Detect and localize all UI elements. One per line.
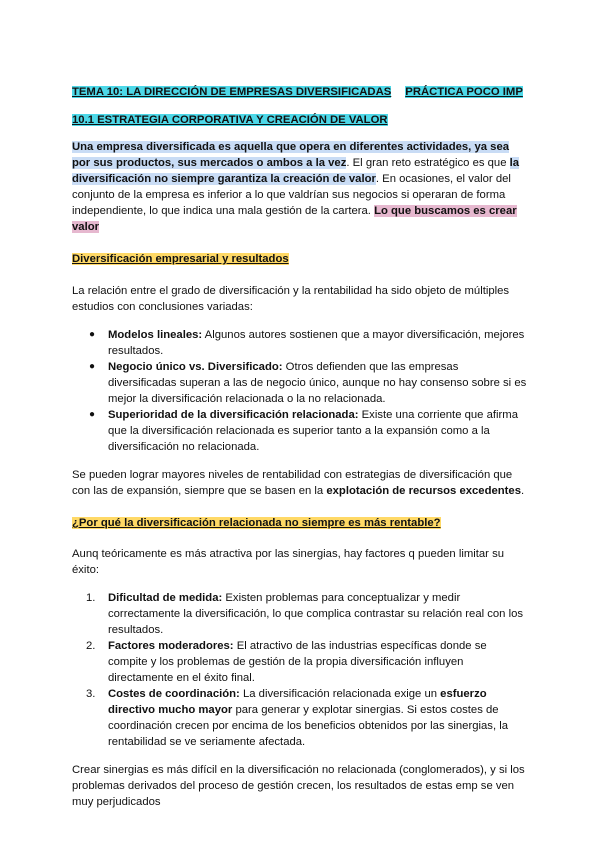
title-left: TEMA 10: LA DIRECCIÓN DE EMPRESAS DIVERSIFICADAS xyxy=(72,86,392,98)
numbered-term: Dificultad de medida: xyxy=(108,592,223,604)
numbered-text: para generar y explotar sinergias. Si estos costes de coordinación crecen por encima de los beneficios obtenidos por las sinergias, la rentabilidad se ve seriamente afectada. xyxy=(108,704,509,748)
paragraph-relation: La relación entre el grado de diversificación y la rentabilidad ha sido objeto de múltiples estudios con conclusiones variadas: xyxy=(72,285,510,313)
list-item xyxy=(89,327,528,359)
paragraph-closing: Crear sinergias es más difícil en la diversificación no relacionada (conglomerados), y si los problemas derivados del proceso de gestión crecen, los resultados de estas emp se ven muy perjudicados xyxy=(72,764,525,808)
list-item xyxy=(86,590,528,638)
numbered-text: Existen problemas para conceptualizar y medir correctamente la diversificación, lo que complica contrastar su relación real con los resultados. xyxy=(108,592,524,636)
list-item xyxy=(89,407,528,455)
expansion-text: Se pueden lograr mayores niveles de rentabilidad con estrategias de diversificación que con las de expansión, siempre que se basen en la xyxy=(72,469,513,497)
bullet-term: Negocio único vs. Diversificado: xyxy=(108,361,283,373)
heading-diversification-results xyxy=(72,251,528,267)
section-title xyxy=(72,112,528,128)
title-right: PRÁCTICA POCO IMP xyxy=(405,86,523,98)
intro-bold-challenge: la diversificación no siempre garantiza la creación de valor xyxy=(72,157,520,185)
paragraph-expansion xyxy=(72,467,528,499)
document-title xyxy=(72,84,528,100)
intro-paragraph xyxy=(72,139,528,235)
number-marker: 2. xyxy=(86,640,96,652)
list-item xyxy=(86,638,528,686)
numbered-list xyxy=(72,590,528,750)
number-marker: 1. xyxy=(86,592,96,604)
list-item xyxy=(89,359,528,407)
heading-why-related xyxy=(72,515,528,531)
bullet-marker: ● xyxy=(89,409,96,420)
bullet-text: Algunos autores sostienen que a mayor diversificación, mejores resultados. xyxy=(108,329,525,357)
bullet-marker: ● xyxy=(89,329,96,340)
numbered-term: Costes de coordinación: xyxy=(108,688,240,700)
intro-bold-definition: Una empresa diversificada es aquella que opera en diferentes actividades, ya sea por sus productos, sus mercados o ambos a la vez xyxy=(72,141,510,169)
expansion-bold: explotación de recursos excedentes xyxy=(326,485,521,497)
numbered-bold: esfuerzo directivo mucho mayor xyxy=(108,688,487,716)
intro-bold-value: Lo que buscamos es crear valor xyxy=(72,205,517,233)
bullet-term: Modelos lineales: xyxy=(108,329,203,341)
expansion-end: . xyxy=(521,485,525,497)
numbered-term: Factores moderadores: xyxy=(108,640,234,652)
bullet-term: Superioridad de la diversificación relacionada: xyxy=(108,409,359,421)
bullet-text: Existe una corriente que afirma que la diversificación relacionada es superior tanto a la expansión como a la diversificación no relacionada. xyxy=(108,409,518,453)
heading-diversification-results-text: Diversificación empresarial y resultados xyxy=(72,253,289,265)
heading-why-related-text: ¿Por qué la diversificación relacionada no siempre es más rentable? xyxy=(72,517,441,529)
intro-text-1: . El gran reto estratégico es que xyxy=(346,157,510,169)
list-item xyxy=(86,686,528,750)
numbered-text: El atractivo de las industrias específicas donde se compite y los problemas de gestión de la propia diversificación influyen directamente en el éxito final. xyxy=(108,640,487,684)
bullet-text: Otros defienden que las empresas diversificadas superan a las de negocio único, aunque no hay consenso sobre si es mejor la diversificación relacionada o la no relacionada. xyxy=(108,361,527,405)
number-marker: 3. xyxy=(86,688,96,700)
numbered-text: La diversificación relacionada exige un xyxy=(239,688,441,700)
section-title-text: 10.1 ESTRATEGIA CORPORATIVA Y CREACIÓN DE VALOR xyxy=(72,114,388,126)
bullet-list xyxy=(72,327,528,455)
intro-text-2: . En ocasiones, el valor del conjunto de la empresa es inferior a lo que valdrían sus negocios si operaran de forma independiente, lo que indica una mala gestión de la cartera. xyxy=(72,173,511,217)
paragraph-aunq: Aunq teóricamente es más atractiva por las sinergias, hay factores q pueden limitar su éxito: xyxy=(72,548,505,576)
bullet-marker: ● xyxy=(89,361,96,372)
